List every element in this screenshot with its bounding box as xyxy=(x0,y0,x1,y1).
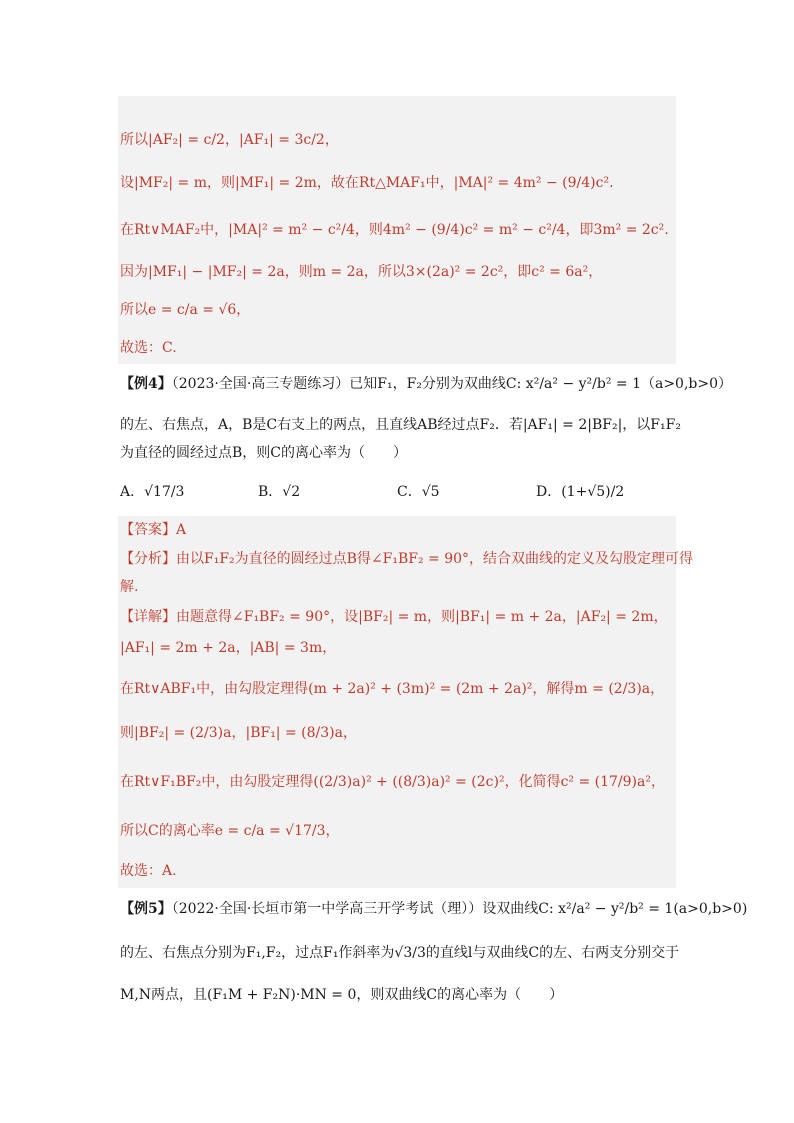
example5-header xyxy=(120,898,747,920)
solution3-line-1: 所以|AF₂| = c/2，|AF₁| = 3c/2， xyxy=(120,132,339,148)
example4-option-a: A．√17/3 xyxy=(120,484,185,500)
solution3-line-5: 所以e = c/a = √6， xyxy=(120,302,251,318)
solution3-line-3: 在Rt∨MAF₂中，|MA|² = m² − c²/4，则4m² − (9/4)c² = m² − c²/4，即3m² = 2c². xyxy=(120,222,669,238)
example4-detail-line-6: 所以C的离心率e = c/a = √17/3， xyxy=(120,823,340,839)
example4-question-line-2: 的左、右焦点，A，B是C右支上的两点，且直线AB经过点F₂．若|AF₁| = 2|BF₂|，以F₁F₂ xyxy=(120,417,681,433)
example4-option-d: D．(1+√5)/2 xyxy=(536,484,625,500)
example4-tag: 【例4】 xyxy=(120,376,172,392)
example4-detail-line-2: |AF₁| = 2m + 2a，|AB| = 3m， xyxy=(120,640,337,656)
example5-source: （2022·全国·长垣市第一中学高三开学考试（理）） xyxy=(171,901,483,917)
example4-detail-line-3: 在Rt∨ABF₁中，由勾股定理得(m + 2a)² + (3m)² = (2m + 2a)²，解得m = (2/3)a， xyxy=(120,681,665,697)
solution3-line-4: 因为|MF₁| − |MF₂| = 2a，则m = 2a，所以3×(2a)² = 2c²，即c² = 6a²， xyxy=(120,264,603,280)
solution3-line-2: 设|MF₂| = m，则|MF₁| = 2m，故在Rt△MAF₁中，|MA|² = 4m² − (9/4)c². xyxy=(120,175,614,191)
example4-option-b: B．√2 xyxy=(258,484,301,500)
example4-header xyxy=(120,373,732,395)
example4-detail-line-4: 则|BF₂| = (2/3)a，|BF₁| = (8/3)a， xyxy=(120,725,357,741)
example4-analysis-line-1: 【分析】由以F₁F₂为直径的圆经过点B得∠F₁BF₂ = 90°，结合双曲线的定义及勾股定理可得 xyxy=(120,551,694,567)
example4-source: （2023·全国·高三专题练习） xyxy=(171,376,350,392)
example4-detail-line-5: 在Rt∨F₁BF₂中，由勾股定理得((2/3)a)² + ((8/3)a)² = (2c)²，化简得c² = (17/9)a²， xyxy=(120,774,665,790)
example4-detail-line-7: 故选：A. xyxy=(120,863,177,879)
example4-option-c: C．√5 xyxy=(397,484,440,500)
solution3-line-6: 故选：C. xyxy=(120,340,177,356)
example4-question-line-3: 为直径的圆经过点B，则C的离心率为（ ） xyxy=(120,445,407,461)
example5-question-line-1: 设双曲线C: x²/a² − y²/b² = 1(a>0,b>0) xyxy=(482,901,748,917)
example4-answer: 【答案】A xyxy=(120,522,187,538)
example4-detail-line-1: 【详解】由题意得∠F₁BF₂ = 90°，设|BF₂| = m，则|BF₁| = m + 2a，|AF₂| = 2m， xyxy=(120,609,668,625)
example5-tag: 【例5】 xyxy=(120,901,172,917)
example5-question-line-2: 的左、右焦点分别为F₁,F₂，过点F₁作斜率为√3/3的直线l与双曲线C的左、右两支分别交于 xyxy=(120,945,680,961)
example4-question-line-1: 已知F₁，F₂分别为双曲线C: x²/a² − y²/b² = 1（a>0,b>0） xyxy=(349,376,733,392)
example5-question-line-3: M,N两点，且(F₁M + F₂N)·MN = 0，则双曲线C的离心率为（ ） xyxy=(120,987,564,1003)
example4-analysis-line-2: 解. xyxy=(120,579,139,595)
